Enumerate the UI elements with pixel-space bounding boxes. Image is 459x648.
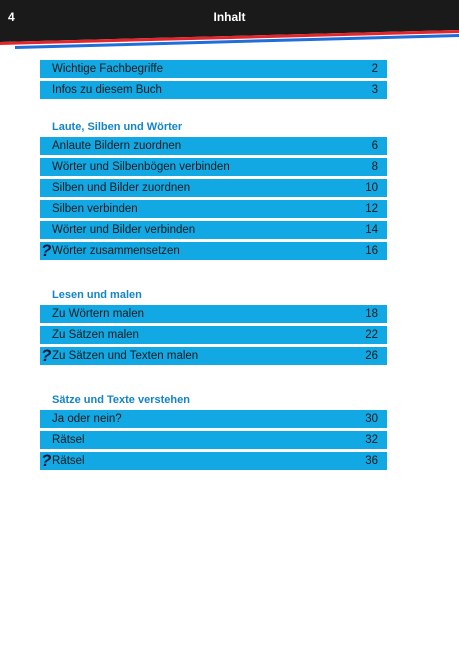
toc-row[interactable] <box>40 347 387 365</box>
toc-row-page: 26 <box>365 350 378 362</box>
section-heading-laute: Laute, Silben und Wörter <box>52 121 183 133</box>
header-stripes <box>0 0 459 50</box>
toc-row-page: 14 <box>365 224 378 236</box>
toc-row-label: Wörter zusammensetzen <box>52 245 180 257</box>
toc-row-fachbegriffe[interactable] <box>40 60 387 78</box>
toc-row-label: Ja oder nein? <box>52 413 122 425</box>
toc-row[interactable] <box>40 305 387 323</box>
toc-row-label: Zu Sätzen und Texten malen <box>52 350 199 362</box>
toc-row-label: Rätsel <box>52 434 85 446</box>
toc-row[interactable] <box>40 452 387 470</box>
toc-row[interactable] <box>40 158 387 176</box>
toc-row-page: 30 <box>365 413 378 425</box>
toc-row-page: 12 <box>365 203 378 215</box>
toc-row-label: Infos zu diesem Buch <box>52 84 162 96</box>
toc-row[interactable] <box>40 137 387 155</box>
section-heading-lesen: Lesen und malen <box>52 289 142 301</box>
page-title: Inhalt <box>213 10 246 24</box>
toc-row-page: 3 <box>371 84 378 96</box>
toc-row[interactable] <box>40 326 387 344</box>
toc-row-page: 8 <box>371 161 378 173</box>
question-mark-icon: ? <box>41 346 52 365</box>
toc-row[interactable] <box>40 221 387 239</box>
toc-row[interactable] <box>40 431 387 449</box>
header-band <box>0 0 459 50</box>
toc-row-page: 18 <box>365 308 378 320</box>
toc-row-label: Silben verbinden <box>52 203 138 215</box>
toc-row[interactable] <box>40 242 387 260</box>
toc-row-page: 10 <box>365 182 378 194</box>
toc-row[interactable] <box>40 179 387 197</box>
toc-row-label: Silben und Bilder zuordnen <box>52 182 191 194</box>
toc-row-infos[interactable] <box>40 81 387 99</box>
toc-row-page: 32 <box>365 434 378 446</box>
toc-row-page: 36 <box>365 455 378 467</box>
toc-row-label: Anlaute Bildern zuordnen <box>52 140 182 152</box>
toc-row-page: 2 <box>371 63 378 75</box>
table-of-contents <box>40 60 387 473</box>
page-number: 4 <box>8 10 15 24</box>
toc-row-label: Zu Sätzen malen <box>52 329 139 341</box>
toc-row[interactable] <box>40 200 387 218</box>
toc-row-label: Zu Wörtern malen <box>52 308 145 320</box>
toc-row-label: Rätsel <box>52 455 85 467</box>
section-heading-saetze: Sätze und Texte verstehen <box>52 394 190 406</box>
toc-row-page: 22 <box>365 329 378 341</box>
toc-row-label: Wörter und Silbenbögen verbinden <box>52 161 230 173</box>
toc-row-page: 6 <box>371 140 378 152</box>
question-mark-icon: ? <box>41 451 52 470</box>
toc-row[interactable] <box>40 410 387 428</box>
toc-row-label: Wichtige Fachbegriffe <box>52 63 164 75</box>
toc-row-label: Wörter und Bilder verbinden <box>52 224 196 236</box>
question-mark-icon: ? <box>41 241 52 260</box>
toc-row-page: 16 <box>365 245 378 257</box>
